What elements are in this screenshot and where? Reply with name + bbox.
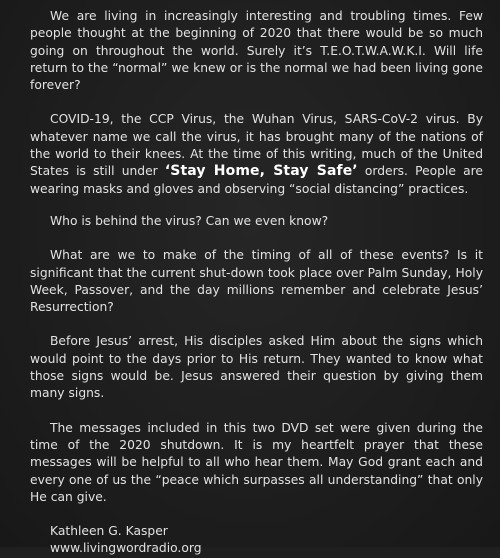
paragraph-spacer [30,230,483,247]
signature-block [30,523,483,558]
paragraph-covid-text-start: COVID-19, the CCP Virus, the Wuhan Virus, SARS-CoV-2 virus. By whatever name we call the virus, it has brought many of the nations of the world to their knees. At the time of this writing, much of the United States is still under [30,112,483,179]
paragraph-spacer [30,94,483,111]
paragraph-spacer [30,198,483,213]
stay-home-stay-safe-emphasis: ‘Stay Home, Stay Safe’ [164,163,358,180]
paragraph-spacer [30,403,483,420]
paragraph-covid [30,111,483,197]
author-name: Kathleen G. Kasper [50,524,168,539]
paragraph-question: Who is behind the virus? Can we even know? [50,213,329,228]
paragraph-dvd-messages: The messages included in this two DVD set were given during the time of the 2020 shutdown. It is my heartfelt prayer that these messages will be helpful to all who hear them. May God grant each and every one of us the “peace which surpasses all understanding” that only He can give. [30,420,483,504]
paragraph-spacer [30,316,483,333]
paragraph-timing: What are we to make of the timing of all of these events? Is it significant that the current shut-down took place over Palm Sunday, Holy Week, Passover, and the day millions remember and celebrate Jesus’ Resurrection? [30,248,483,315]
paragraph-signs: Before Jesus’ arrest, His disciples asked Him about the signs which would point to the days prior to His return. They wanted to know what those signs would be. Jesus answered their question by giving them many signs. [30,334,483,401]
website-link[interactable]: www.livingwordradio.org [50,541,202,556]
paragraph-spacer [30,506,483,523]
paragraph-intro: We are living in increasingly interesting and troubling times. Few people thought at the beginning of 2020 that there would be so much going on throughout the world. Surely it’s T.E.O.T.W.A.W.K.I. Will life return to the “normal” we knew or is the normal we had been living gone forever? [30,9,483,93]
paragraph-covid-text-end: orders. People are wearing masks and gloves and observing “social distancing” practices. [30,164,483,196]
